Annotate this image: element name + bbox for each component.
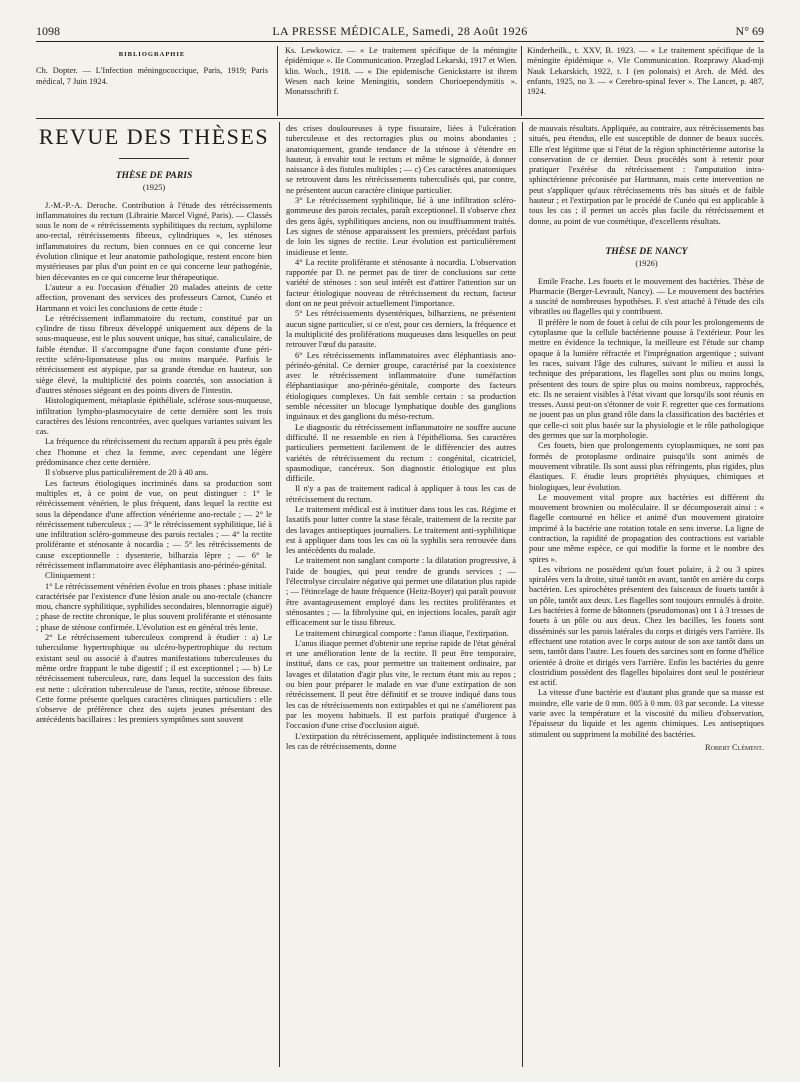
page-header <box>36 24 764 40</box>
article-column-2 <box>286 124 516 1064</box>
paragraph: 5° Les rétrécissements dysentériques, bilharziens, ne présentent aucun signe particulier, si ce n'est, pour ces derniers, la fréquence et la multiplicité des proliférations muqueuses dans lesquelles on peut retrouver l'œuf du parasite. <box>286 309 516 350</box>
paragraph: 3° Le rétrécissement syphilitique, lié à une infiltration scléro-gommeuse des parois rectales, paraît exceptionnel. Il s'observe chez des gens âgés, syphilitiques anciens, non ou insuffisamment traités. Les signes de sténose apparaissent les premiers, précédant parfois de loin les signes de rectite. Leur évolution est particulièrement insidieuse et lente. <box>286 196 516 257</box>
column-divider-top-1 <box>277 46 278 116</box>
paragraph: 6° Les rétrécissements inflammatoires avec éléphantiasis ano-périnéo-génital. Ce dernier groupe, caractérisé par la coexistence avec le rétrécissement inflammatoire d'une tuméfaction éléphantiasique ano-périnéo-génitale, comporte des facteurs étiologiques complexes. Un fait semble certain : sa production semble nécessiter un blocage lymphatique double des ganglions inguinaux et des ganglions du méso-rectum. <box>286 350 516 422</box>
paragraph: Il n'y a pas de traitement radical à appliquer à tous les cas de rétrécissement du rectum. <box>286 484 516 504</box>
paragraph: de mauvais résultats. Appliquée, au contraire, aux rétrécissements bas situés, peu étendus, elle est susceptible de donner de beaux succès. Elle n'est légitime que si l'état de la région sphinctérienne autorise la conservation de ce dernier. Deux procédés sont à retenir pour pratiquer l'exérèse du rétrécissement : l'amputation intra-sphinctérienne préconisée par Hartmann, mais cette intervention ne peut s'appliquer qu'aux rétrécissements très bas situés et de faible hauteur ; et l'extirpation par le procédé de Cunéo qui est applicable à tous les cas ; il permet un accès plus facile du rétrécissement et donne, au point de vue cosmétique, d'excellents résultats. <box>529 124 764 226</box>
paragraph: Histologiquement, métaplasie épithéliale, sclérose sous-muqueuse, infiltration lympho-plasmocytaire de cette dernière sont les trois caractères des lésions rencontrées, avec quelques variantes suivant les cas. <box>36 396 272 437</box>
paragraph: Cliniquement : <box>45 571 96 581</box>
header-rule <box>36 41 764 42</box>
paragraph: Il préfère le nom de fouet à celui de cils pour les prolongements de cytoplasme que la cellule bactérienne pousse à l'extérieur. Pour les mettre en évidence la technique, la meilleure est l'étude sur champ opaque à la lumière réfractée et l'imprégnation argentique ; suivant les races, suivant l'âge des cultures, suivant le milieu et aussi la technique des préparations, les flagelles sont plus ou moins longs, présentent des tours de spire plus ou moins nombreux, rapprochés, etc. Ils ne seraient visibles à l'état vivant que lorsqu'ils sont réunis en tresses. Aussi peut-on s'étonner de voir F. regretter que ces formations ne jouent pas un plus grand rôle dans la classification des bactéries et que celle-ci soit plus basée sur la physiologie et le rôle pathologique des germes que sur la morphologie. <box>529 317 764 441</box>
column-divider-2 <box>522 122 523 1067</box>
section-year-paris: (1925) <box>142 183 166 193</box>
paragraph: des crises douloureuses à type fissuraire, liées à l'ulcération tuberculeuse et des rectorragies plus ou moins abondantes ; anatomiquement, grande tendance de la sténose à s'étendre en hauteur, à envahir tout le rectum et même le sigmoïde, à donner naissance à des fistules multiples ; — c) Ces caractères anatomiques se retrouvent dans les rétrécissements tuberculisés qui, par contre, ne présentent aucun caractère clinique particulier. <box>286 124 516 195</box>
page-number: 1098 <box>36 24 60 38</box>
journal-title: LA PRESSE MÉDICALE, Samedi, 28 Août 1926 <box>272 24 528 38</box>
column-divider-top-2 <box>521 46 522 116</box>
section-rule <box>36 118 764 119</box>
top-col2-text: Ks. Lewkowicz. — « Le traitement spécifique de la méningite épidémique ». IIe Communication. Przeglad Lekarski, 1917 et Wien. klin. Woch., 1918. — « Die epidemische Genickstarre ist ihrem Wesen nach keine Meningitis, sondern Chorioependymitis ». Monatsschrift f. <box>285 46 517 97</box>
section-year-nancy: (1926) <box>635 259 658 269</box>
bibliography-title: BIBLIOGRAPHIE <box>118 51 186 58</box>
issue-number: N° 69 <box>735 24 764 38</box>
signature: Robert Clément. <box>705 742 764 752</box>
bibliography-block <box>36 48 268 114</box>
paragraph: Le mouvement vital propre aux bactéries est différent du mouvement brownien ou moléculaire. Il se décomposerait ainsi : « flagelle contourné en hélice et animé d'un mouvement giratoire imprimé à la bactérie une rotation totale en sens inverse. La ligne de contraction, la rapidité de propagation des contractions est variable pour une même espèce, ce qui modifie la forme et le nombre des spires ». <box>529 492 764 564</box>
paragraph: La fréquence du rétrécissement du rectum apparaît à peu près égale chez l'homme et chez la femme, avec cependant une légère prédominance chez cette dernière. <box>36 437 272 468</box>
paragraph: L'anus iliaque permet d'obtenir une reprise rapide de l'état général et une amélioration lente de la rectite. Il peut être temporaire, institué, dans ce cas, pour permettre un traitement ordinaire, par lavages et dilatation d'agir plus vite, le rectum étant mis au repos ; ou bien pour préparer le malade en vue d'une extirpation de son rétrécissement. Il peut être définitif et se trouve indiqué dans tous les cas de rétrécissements non extirpables et qui ne s'améliorent pas par les moyens habituels. Il est parfois pratiqué d'urgence à l'occasion d'une crise d'occlusion aiguë. <box>286 638 516 731</box>
paragraph: Le traitement médical est à instituer dans tous les cas. Régime et laxatifs pour lutter contre la stase fécale, traitement de la rectite par des lavages antiseptiques journaliers. Le traitement anti-syphilitique est à appliquer dans tous les cas où la syphilis sera retrouvée dans les antécédents du malade. <box>286 504 516 556</box>
top-col3-text: Kinderheilk., t. XXV, B. 1923. — « Le traitement spécifique de la méningite épidémique ». VIe Communication. Rozprawy Akad-mji Nauk Lekarskich, 1922, t. I (en polonais) et Arch. de Méd. des enfants, 1925, no 3. — « Cerebro-spinal fever ». The Lancet, p. 487, 1924. <box>527 46 764 97</box>
paragraph: J.-M.-P.-A. Deroche. Contribution à l'étude des rétrécissements inflammatoires du rectum (Librairie Marcel Vigné, Paris). — Classés sous le nom de « rétrécissements syphilitiques du rectum, syphilome ano-rectal, rétrécissements fibreux, cylindriques », les sténoses inflammatoires du rectum, bien connues en ce qui concerne leur évolution clinique et leur anatomie pathologique, restent encore bien mystérieuses par plus d'un point en ce qui concerne leur pathogénie, bien décevantes en ce qui concerne leur thérapeutique. <box>36 200 272 282</box>
paragraph: 2° Le rétrécissement tuberculeux comprend à étudier : a) Le tuberculome hypertrophique ou ulcéro-hypertrophique du rectum existant seul ou associé à d'autres manifestations tuberculeuses du même ordre frappant le tube digestif ; il est exceptionnel ; — b) Le rétrécissement tuberculeux, rare, dans lequel la succession des faits est nette : ulcération tuberculeuse de l'anus, rectite, sténose fibreuse. Cette forme présente quelques caractères cliniques particuliers : elle s'observe de préférence chez des sujets jeunes présentant des antécédents bacillaires : les premiers symptômes sont souvent <box>36 633 272 725</box>
paragraph: Le traitement non sanglant comporte : la dilatation progressive, à l'aide de bougies, qui peut rendre de grands services ; — l'électrolyse circulaire négative qui permet une dilatation plus rapide ; — l'étincelage de haute fréquence (Heitz-Boyer) qui paraît pouvoir être avantageusement employé dans les rectites proliférantes et sténosantes ; — la fibrolysine qui, en injections locales, paraît agir efficacement sur le tissu fibreux. <box>286 556 516 628</box>
paragraph: Les facteurs étiologiques incriminés dans sa production sont multiples et, à ce point de vue, on peut distinguer : 1° le rétrécissement vénérien, le plus fréquent, dans lequel la rectite est sous la dépendance d'une affection vénérienne ano-rectale ; — 2° le rétrécissement tuberculeux ; — 3° le rétrécissement syphilitique, lié à une infiltration scléro-gommeuse des parois rectales ; — 4° la rectite proliférante et sténosante à nocardia ; — 5° les rétrécissements de cause exceptionnelle : dysenterie, bilharzia lèpre ; — 6° le rétrécissement inflammatoire avec éléphantiasis ano-périnéo-génital. <box>36 478 272 570</box>
review-title: REVUE DES THÈSES <box>38 124 270 149</box>
article-column-1 <box>36 124 272 1064</box>
paragraph: 4° La rectite proliférante et sténosante à nocardia. L'observation rapportée par D. ne permet pas de tirer de conclusions sur cette variété de sténoses : son seul intérêt est d'attirer l'attention sur un facteur étiologique nouveau de rétrécissement du rectum, facteur dont on ne peut prévoir actuellement l'importance. <box>286 257 516 309</box>
paragraph: Les vibrions ne possèdent qu'un fouet polaire, à 2 ou 3 spires spiralées vers la droite, situé tantôt en avant, tantôt en arrière du corps bactérien. Les spirochètes présentent des faisceaux de fouets tantôt à un pôle, tantôt aux deux. Les flagelles sont toujours enroulés à droite. Les bactéries à forme de bâtonnets (pseudomonas) ont 1 à 3 tresses de fouets à un pôle ou aux deux. Chez les bacilles, les fouets sont disséminés sur les parois latérales du corps et dirigés vers l'arrière. Ils effectuent une rotation avec le corps autour de son axe tantôt dans un sens, tantôt dans l'autre. Les fouets des sarcines sont en forme d'hélice orientée à droite et dirigés vers l'arrière. Enfin les bactéries du genre clostridium possèdent des flagelles bipolaires dont seul le postérieur est actif. <box>529 564 764 688</box>
bibliography-text: Ch. Dopter. — L'Infection méningococcique, Paris, 1919; Paris médical, 7 Juin 1924. <box>36 66 268 86</box>
top-continuation-col2 <box>285 46 517 114</box>
top-continuation-col3 <box>527 46 764 114</box>
paragraph: Emile Frache. Les fouets et le mouvement des bactéries. Thèse de Pharmacie (Berger-Levrault, Nancy). — Le mouvement des bactéries a suscité de nombreuses hypothèses. F. s'est attaché à l'étude des cils vibratiles ou flagelles qui y contribuent. <box>529 276 764 317</box>
paragraph: Le traitement chirurgical comporte : l'anus iliaque, l'extirpation. <box>295 628 509 638</box>
paragraph: 1° Le rétrécissement vénérien évolue en trois phases : phase initiale caractérisée par l'existence d'une lésion anale ou ano-rectale (chancre mou, chancre syphilitique, syphilides secondaires, blennorragie aiguë) ; phase de rectite chronique, le plus souvent proliférante et sténosante ; phase de sténose confirmée. L'évolution est en général très lente. <box>36 581 272 632</box>
paragraph: Le rétrécissement inflammatoire du rectum, constitué par un cylindre de tissu fibreux développé uniquement aux dépens de la sous-muqueuse, est le plus souvent unique, bas situé, canaliculaire, de faible étendue. Il s'accompagne d'une façon constante d'une péri-rectite scléro-lipomateuse plus ou moins marquée. Parfois le rétrécissement est atypique, par sa grande étendue en hauteur, son siège élevé, la multiplicité des points coarctés, son association à d'autres sténoses siégeant en des points divers de l'intestin. <box>36 313 272 395</box>
paragraph: Il s'observe plus particulièrement de 20 à 40 ans. <box>45 468 209 478</box>
paragraph: Ces fouets, bien que prolongements cytoplasmiques, ne sont pas formés de protoplasme ordinaire puisqu'ils sont animés de mouvement vibratile. Ils sont aussi plus réfringents, plus rigides, plus élastiques. F. étudie leurs propriétés physiques, chimiques et biologiques, leur évolution. <box>529 441 764 492</box>
title-rule <box>119 158 189 159</box>
paragraph: La vitesse d'une bactérie est d'autant plus grande que sa masse est moindre, elle varie de 0 mm. 005 à 0 mm. 03 par seconde. La vitesse varie avec la température et la viscosité du milieu d'observation, l'épaisseur du liquide et les agents chimiques. Les antiseptiques stimulent ou suppriment la mobilité des bactéries. <box>529 688 764 739</box>
column-divider-1 <box>279 122 280 1067</box>
paragraph: L'extirpation du rétrécissement, appliquée indistinctement à tous les cas de rétrécissements, donne <box>286 731 516 751</box>
article-column-3 <box>529 124 764 1064</box>
paragraph: L'auteur a eu l'occasion d'étudier 20 malades atteints de cette affection, provenant des services des professeurs Carnot, Cunéo et Hartmann et voici les conclusions de cette étude : <box>36 282 272 313</box>
section-heading-nancy: THÈSE DE NANCY <box>605 245 688 257</box>
paragraph: Le diagnostic du rétrécissement inflammatoire ne souffre aucune difficulté. Il ne ressemble en rien à l'épithélioma. Ses caractères particuliers permettent facilement de le différencier des autres variétés de rétrécissement du rectum : congénital, cicatriciel, spasmodique, cancéreux. Son diagnostic étiologique est plus difficile. <box>286 422 516 484</box>
section-heading-paris: THÈSE DE PARIS <box>115 170 193 181</box>
